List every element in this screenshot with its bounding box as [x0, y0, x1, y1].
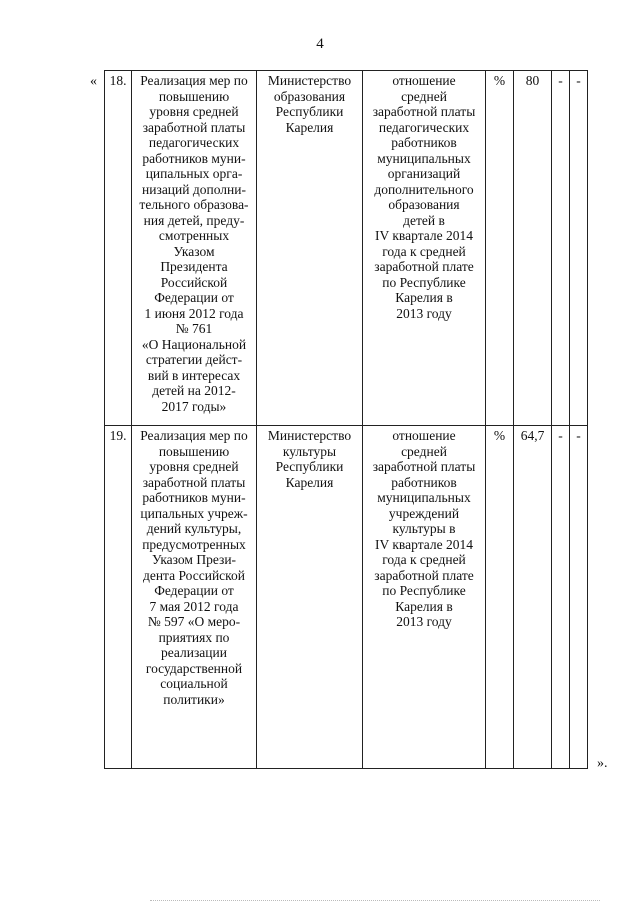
- responsible-ministry-cell: Министерство культуры Республики Карелия: [257, 426, 363, 769]
- responsible-ministry-cell: Министерство образования Республики Карелия: [257, 71, 363, 426]
- program-indicators-table: [104, 70, 588, 769]
- unit-cell: %: [486, 426, 514, 769]
- unit-cell: %: [486, 71, 514, 426]
- target-value-cell: 64,7: [514, 426, 552, 769]
- empty-value-cell: -: [552, 426, 570, 769]
- empty-value-cell: -: [570, 71, 588, 426]
- target-value-cell: 80: [514, 71, 552, 426]
- closing-quote-mark: ».: [597, 756, 608, 771]
- opening-quote-mark: «: [90, 74, 97, 89]
- table-row: [105, 426, 588, 769]
- page-number: 4: [316, 36, 324, 52]
- row-number-cell: 18.: [105, 71, 132, 426]
- empty-value-cell: -: [552, 71, 570, 426]
- scan-artifact-line: [150, 900, 600, 902]
- row-number-cell: 19.: [105, 426, 132, 769]
- measure-description-cell: Реализация мер по повышению уровня средней заработной платы педагогических работников муни- ципальных орга- низаций дополни- тельного образова- ния детей, преду- смотренных Указом Президента Российской Федерации от 1 июня 2012 года № 761 «О Национальной стратегии дейст- вий в интересах детей на 2012- 2017 годы»: [132, 71, 257, 426]
- measure-description-cell: Реализация мер по повышению уровня средней заработной платы работников муни- ципальных учреж- дений культуры, предусмотренных Указом Прези- дента Российской Федерации от 7 мая 2012 года № 597 «О меро- приятиях по реализации государственной социальной политики»: [132, 426, 257, 769]
- empty-value-cell: -: [570, 426, 588, 769]
- table-row: [105, 71, 588, 426]
- indicator-description-cell: отношение средней заработной платы педагогических работников муниципальных организаций дополнительного образования детей в IV квартале 2014 года к средней заработной плате по Республике Карелия в 2013 году: [363, 71, 486, 426]
- indicator-description-cell: отношение средней заработной платы работников муниципальных учреждений культуры в IV квартале 2014 года к средней заработной плате по Республике Карелия в 2013 году: [363, 426, 486, 769]
